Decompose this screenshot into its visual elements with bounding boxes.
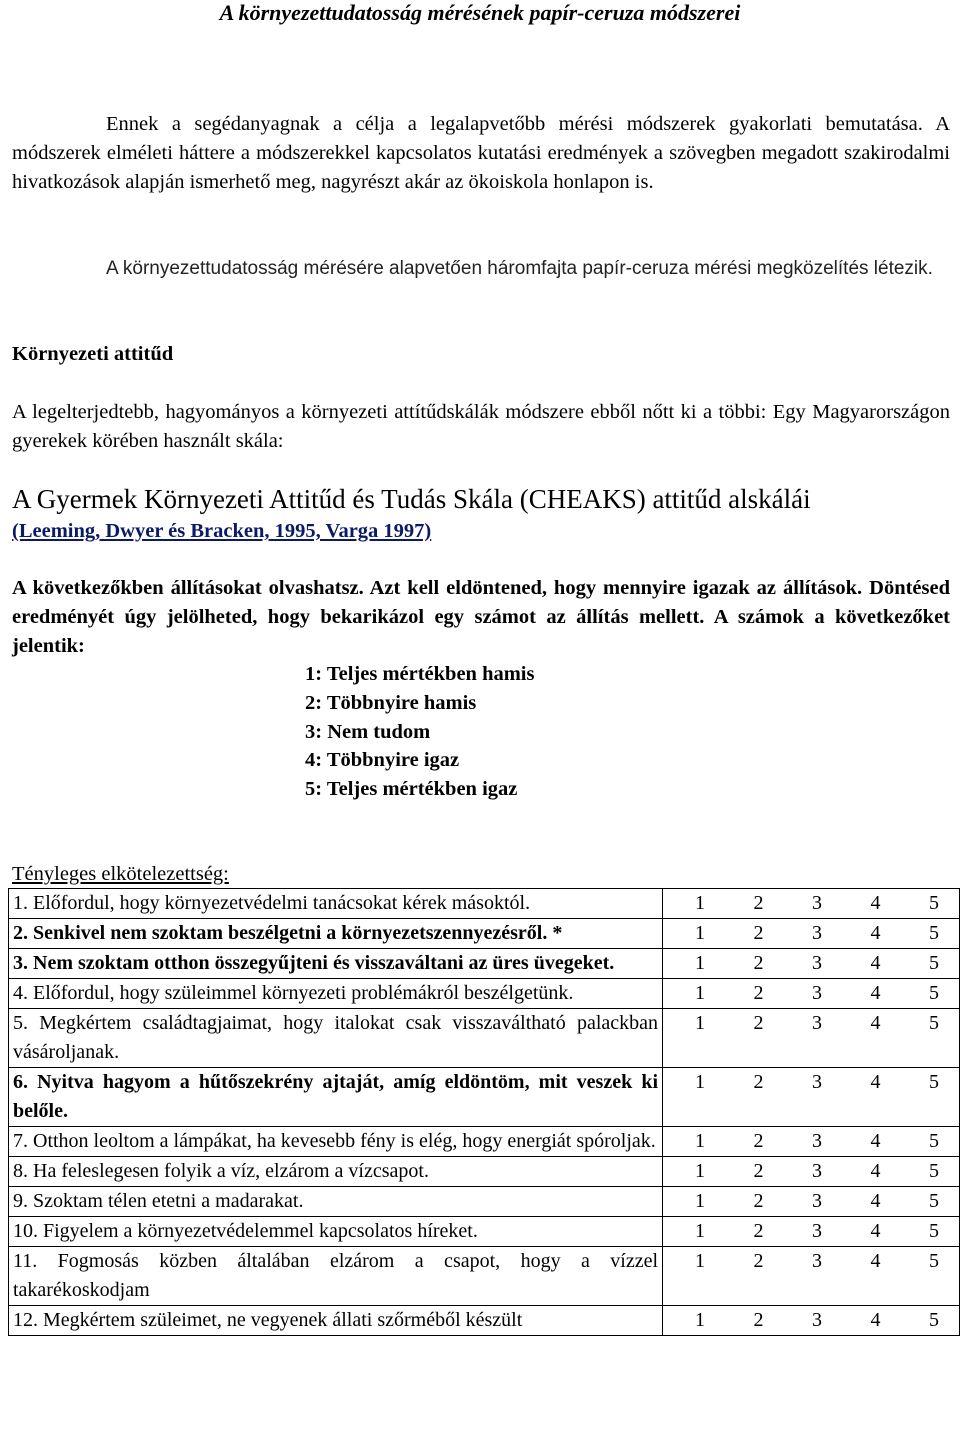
table-row [9, 1068, 960, 1127]
table-row [9, 1306, 960, 1336]
rating-number[interactable]: 5 [928, 922, 939, 944]
rating-number[interactable]: 2 [753, 1160, 764, 1182]
rating-options [663, 919, 960, 949]
rating-number[interactable]: 2 [753, 892, 764, 914]
rating-options [663, 1009, 960, 1068]
scale-item-4: 4: Többnyire igaz [305, 749, 460, 772]
rating-number[interactable]: 3 [811, 952, 822, 974]
rating-number[interactable]: 1 [695, 1130, 706, 1152]
rating-number[interactable]: 5 [928, 1071, 939, 1093]
rating-number[interactable]: 5 [928, 952, 939, 974]
rating-options [663, 949, 960, 979]
scale-item-3: 3: Nem tudom [305, 720, 431, 743]
rating-number[interactable]: 4 [870, 1160, 881, 1182]
table-row [9, 979, 960, 1009]
rating-number[interactable]: 2 [753, 1012, 764, 1034]
instructions-text: A következőkben állításokat olvashatsz. Azt kell eldöntened, hogy mennyire igazak az állítások. Döntésed eredményét úgy jelölheted, hogy bekarikázol egy számot az állítás mellett. A számok a következőket jelentik: [12, 577, 950, 657]
rating-number[interactable]: 3 [811, 892, 822, 914]
rating-number[interactable]: 1 [695, 1190, 706, 1212]
rating-number[interactable]: 1 [695, 1012, 706, 1034]
rating-number[interactable]: 3 [811, 1160, 822, 1182]
item-text: 3. Nem szoktam otthon összegyűjteni és visszaváltani az üres üvegeket. [9, 949, 663, 979]
rating-number[interactable]: 3 [811, 1012, 822, 1034]
rating-number[interactable]: 3 [811, 1309, 822, 1331]
rating-number[interactable]: 3 [811, 1220, 822, 1242]
rating-options [663, 1187, 960, 1217]
rating-number[interactable]: 4 [870, 1012, 881, 1034]
rating-number[interactable]: 5 [928, 892, 939, 914]
citation-link[interactable]: (Leeming, Dwyer és Bracken, 1995, Varga 1997) [12, 520, 432, 542]
rating-number[interactable]: 5 [928, 1309, 939, 1331]
rating-number[interactable]: 4 [870, 982, 881, 1004]
rating-number[interactable]: 5 [928, 1012, 939, 1034]
rating-number[interactable]: 4 [870, 1250, 881, 1272]
rating-options [663, 1127, 960, 1157]
rating-number[interactable]: 3 [811, 1250, 822, 1272]
rating-number[interactable]: 3 [811, 1130, 822, 1152]
rating-number[interactable]: 1 [695, 982, 706, 1004]
rating-number[interactable]: 1 [695, 922, 706, 944]
rating-number[interactable]: 4 [870, 1309, 881, 1331]
rating-number[interactable]: 2 [753, 1250, 764, 1272]
rating-options [663, 979, 960, 1009]
item-text: 4. Előfordul, hogy szüleimmel környezeti problémákról beszélgetünk. [9, 979, 663, 1009]
rating-number[interactable]: 3 [811, 922, 822, 944]
rating-number[interactable]: 4 [870, 1130, 881, 1152]
table-row [9, 1217, 960, 1247]
scale-item-1: 1: Teljes mértékben hamis [305, 663, 535, 685]
item-text: 5. Megkértem családtagjaimat, hogy italokat csak visszaváltható palackban vásároljanak. [9, 1009, 663, 1068]
item-text: 11. Fogmosás közben általában elzárom a csapot, hogy a vízzel takarékoskodjam [9, 1247, 663, 1306]
item-text: 7. Otthon leoltom a lámpákat, ha kevesebb fény is elég, hogy energiát spóroljak. [9, 1127, 663, 1157]
rating-number[interactable]: 1 [695, 1309, 706, 1331]
table-row [9, 949, 960, 979]
rating-number[interactable]: 2 [753, 922, 764, 944]
table-row [9, 1157, 960, 1187]
item-text: 12. Megkértem szüleimet, ne vegyenek állati szőrméből készült [9, 1306, 663, 1336]
rating-number[interactable]: 4 [870, 1220, 881, 1242]
rating-number[interactable]: 4 [870, 1190, 881, 1212]
rating-number[interactable]: 5 [928, 1220, 939, 1242]
scale-item-5: 5: Teljes mértékben igaz [305, 778, 518, 801]
scale-item-2: 2: Többnyire hamis [305, 691, 477, 714]
rating-number[interactable]: 3 [811, 1071, 822, 1093]
item-text: 6. Nyitva hagyom a hűtőszekrény ajtaját, amíg eldöntöm, mit veszek ki belőle. [9, 1068, 663, 1127]
table-row [9, 1247, 960, 1306]
item-text: 1. Előfordul, hogy környezetvédelmi tanácsokat kérek másoktól. [9, 889, 663, 919]
rating-number[interactable]: 2 [753, 952, 764, 974]
rating-number[interactable]: 2 [753, 1190, 764, 1212]
rating-number[interactable]: 2 [753, 1309, 764, 1331]
scale-legend [305, 660, 534, 804]
section-heading: Környezeti attitűd [12, 343, 174, 365]
document-title: A környezettudatosság mérésének papír-ceruza módszerei [219, 0, 741, 25]
table-row [9, 919, 960, 949]
rating-number[interactable]: 1 [695, 892, 706, 914]
rating-options [663, 1157, 960, 1187]
rating-number[interactable]: 1 [695, 1220, 706, 1242]
intro-paragraph: Ennek a segédanyagnak a célja a legalapvetőbb mérési módszerek gyakorlati bemutatása. A módszerek elméleti háttere a módszerekkel kapcsolatos kutatási eredmények a szövegben megadott szakirodalmi hivatkozások alapján ismerhető meg, nagyrészt akár az ökoiskola honlapon is. [12, 113, 950, 193]
items-table [8, 888, 960, 1336]
rating-number[interactable]: 4 [870, 892, 881, 914]
table-row [9, 1187, 960, 1217]
rating-number[interactable]: 1 [695, 952, 706, 974]
rating-number[interactable]: 4 [870, 922, 881, 944]
rating-number[interactable]: 5 [928, 1160, 939, 1182]
table-row [9, 1127, 960, 1157]
rating-number[interactable]: 5 [928, 1130, 939, 1152]
table-row [9, 1009, 960, 1068]
rating-number[interactable]: 2 [753, 1071, 764, 1093]
rating-options [663, 889, 960, 919]
rating-options [663, 1306, 960, 1336]
rating-number[interactable]: 1 [695, 1250, 706, 1272]
item-text: 8. Ha feleslegesen folyik a víz, elzárom a vízcsapot. [9, 1157, 663, 1187]
rating-number[interactable]: 2 [753, 1220, 764, 1242]
rating-number[interactable]: 5 [928, 982, 939, 1004]
rating-number[interactable]: 3 [811, 1190, 822, 1212]
rating-number[interactable]: 4 [870, 952, 881, 974]
rating-options [663, 1247, 960, 1306]
rating-number[interactable]: 3 [811, 982, 822, 1004]
table-row [9, 889, 960, 919]
rating-options [663, 1217, 960, 1247]
section-text: A legelterjedtebb, hagyományos a környezeti attítűdskálák módszere ebből nőtt ki a többi: Egy Magyarországon gyerekek körében használt skála: [12, 401, 950, 452]
rating-number[interactable]: 5 [928, 1190, 939, 1212]
rating-number[interactable]: 2 [753, 1130, 764, 1152]
rating-number[interactable]: 2 [753, 982, 764, 1004]
item-text: 2. Senkivel nem szoktam beszélgetni a környezetszennyezésről. * [9, 919, 663, 949]
item-text: 10. Figyelem a környezetvédelemmel kapcsolatos híreket. [9, 1217, 663, 1247]
rating-number[interactable]: 1 [695, 1071, 706, 1093]
subscale-heading: Tényleges elkötelezettség: [12, 863, 229, 885]
item-text: 9. Szoktam télen etetni a madarakat. [9, 1187, 663, 1217]
rating-number[interactable]: 1 [695, 1160, 706, 1182]
scale-title: A Gyermek Környezeti Attitűd és Tudás Skála (CHEAKS) attitűd alskálái [12, 484, 811, 514]
rating-options [663, 1068, 960, 1127]
rating-number[interactable]: 4 [870, 1071, 881, 1093]
intro-paragraph-2: A környezettudatosság mérésére alapvetően háromfajta papír-ceruza mérési megközelítés létezik. [106, 258, 933, 279]
rating-number[interactable]: 5 [928, 1250, 939, 1272]
